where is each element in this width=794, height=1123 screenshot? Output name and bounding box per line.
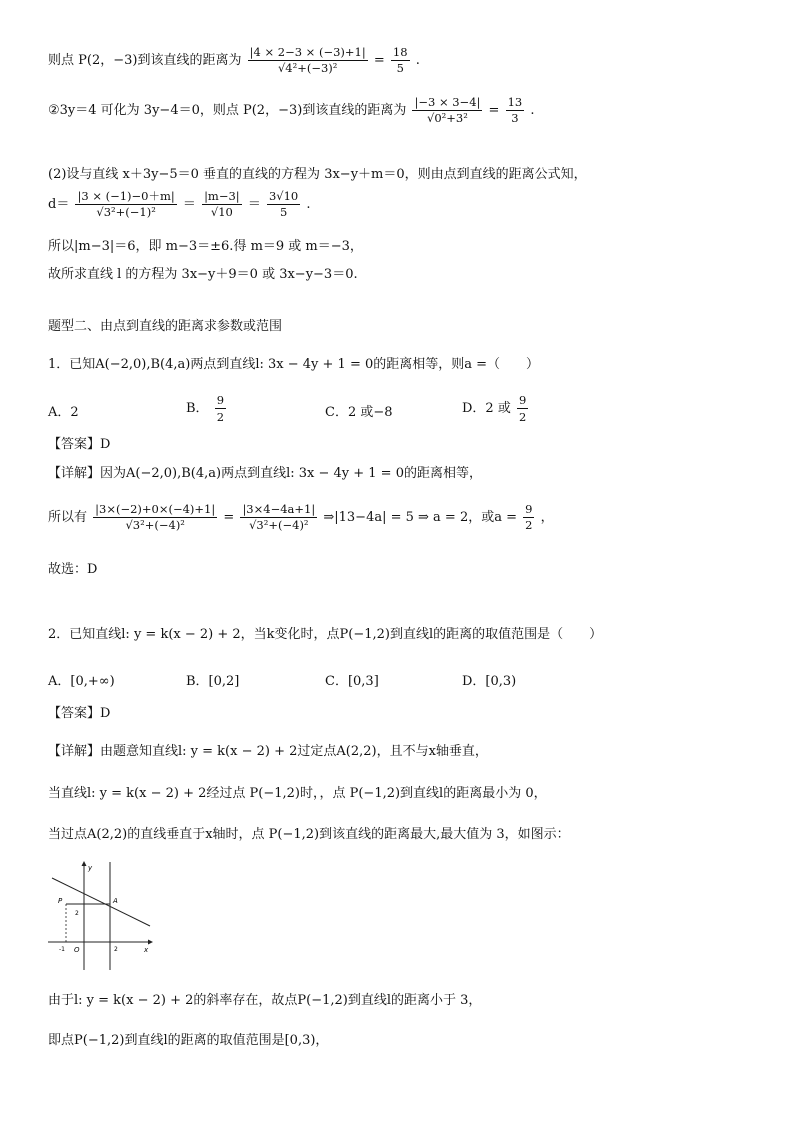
q2-option-c: C．[0,3] xyxy=(325,674,379,689)
fraction xyxy=(215,393,226,424)
coordinate-figure xyxy=(44,858,156,974)
denominator: 5 xyxy=(279,205,288,220)
numerator: |−3 × 3−4| xyxy=(412,96,482,111)
period: . xyxy=(415,53,420,69)
q1-option-d xyxy=(462,393,530,424)
section-heading: 题型二、由点到直线的距离求参数或范围 xyxy=(48,319,283,334)
label-a: A xyxy=(113,897,118,905)
text: 所以有 xyxy=(48,510,88,526)
label-2-x: 2 xyxy=(114,946,118,953)
denominator: √3²+(−4)² xyxy=(125,518,185,533)
solution-line-3: (2)设与直线 x＋3y−5＝0 垂直的直线的方程为 3x−y＋m＝0，则由点到直线的距离公式知， xyxy=(48,167,587,182)
q2-detail-5: 即点P(−1,2)到直线l的距离的取值范围是[0,3)， xyxy=(48,1033,329,1048)
option-label: B． xyxy=(186,401,209,416)
q2-stem: 2．已知直线l: y = k(x − 2) + 2，当k变化时，点P(−1,2)到直线l的距离的取值范围是（ ） xyxy=(48,627,603,642)
q2-option-b: B．[0,2] xyxy=(186,674,240,689)
numerator: 3√10 xyxy=(267,190,300,205)
text: ②3y＝4 可化为 3y−4＝0，则点 P(2，−3)到该直线的距离为 xyxy=(48,103,407,119)
q1-option-a: A．2 xyxy=(48,405,79,420)
fraction xyxy=(93,503,217,532)
q1-choose: 故选：D xyxy=(48,562,98,577)
numerator: |3×(−2)+0×(−4)+1| xyxy=(93,503,217,518)
q2-detail-4: 由于l: y = k(x − 2) + 2的斜率存在，故点P(−1,2)到直线l的距离小于 3， xyxy=(48,993,482,1008)
fraction xyxy=(75,190,176,219)
q1-answer: 【答案】D xyxy=(48,437,111,452)
q2-detail-1: 【详解】由题意知直线l: y = k(x − 2) + 2过定点A(2,2)，且不与x轴垂直， xyxy=(48,744,488,759)
numerator: 9 xyxy=(523,503,534,518)
q1-option-c: C．2 或−8 xyxy=(325,405,393,420)
numerator: 9 xyxy=(518,393,527,407)
numerator: |3 × (−1)−0＋m| xyxy=(75,190,176,205)
fraction xyxy=(412,96,482,125)
q2-detail-2: 当直线l: y = k(x − 2) + 2经过点 P(−1,2)时，，点 P(−1,2)到直线l的距离最小为 0， xyxy=(48,786,547,801)
numerator: 9 xyxy=(216,393,225,407)
label-p: P xyxy=(58,897,63,905)
y-axis-arrow xyxy=(82,861,87,866)
denominator: √4²+(−3)² xyxy=(277,61,338,76)
fraction xyxy=(391,46,410,75)
punctuation: ， xyxy=(540,510,554,526)
solution-line-5: 所以|m−3|＝6，即 m−3＝±6.得 m＝9 或 m＝−3， xyxy=(48,239,363,254)
numerator: 13 xyxy=(506,96,525,111)
fraction xyxy=(248,46,368,75)
period: . xyxy=(306,197,311,213)
text: d＝ xyxy=(48,197,70,213)
q1-stem: 1．已知A(−2,0),B(4,a)两点到直线l: 3x − 4y + 1 = 0的距离相等，则a =（ ） xyxy=(48,357,540,372)
denominator: 2 xyxy=(216,410,225,424)
numerator: 18 xyxy=(391,46,410,61)
fraction xyxy=(523,503,534,532)
q1-detail-1: 【详解】因为A(−2,0),B(4,a)两点到直线l: 3x − 4y + 1 = 0的距离相等， xyxy=(48,466,482,481)
option-label: D．2 或 xyxy=(462,401,511,416)
q2-detail-3: 当过点A(2,2)的直线垂直于x轴时，点 P(−1,2)到该直线的距离最大,最大值为 3，如图示： xyxy=(48,827,570,842)
denominator: √0²+3² xyxy=(427,111,468,126)
q2-option-d: D．[0,3) xyxy=(462,674,517,689)
text: 则点 P(2，−3)到该直线的距离为 xyxy=(48,53,242,69)
denominator: √3²+(−1)² xyxy=(96,205,156,220)
denominator: 2 xyxy=(525,518,533,533)
fraction xyxy=(240,503,317,532)
numerator: |3×4−4a+1| xyxy=(240,503,317,518)
equals: ＝ xyxy=(247,197,261,213)
denominator: 3 xyxy=(511,111,519,126)
q1-option-b xyxy=(186,393,228,424)
q2-option-a: A．[0,+∞) xyxy=(48,674,115,689)
denominator: 5 xyxy=(396,61,404,76)
label-neg1: -1 xyxy=(59,946,65,953)
label-o: O xyxy=(74,946,80,954)
label-y: y xyxy=(88,864,93,872)
label-x: x xyxy=(144,946,149,954)
solution-line-2 xyxy=(48,96,535,125)
denominator: √3²+(−4)² xyxy=(249,518,309,533)
q1-detail-2 xyxy=(48,503,554,532)
denominator: 2 xyxy=(518,410,527,424)
equals: = xyxy=(373,53,385,69)
solution-line-6: 故所求直线 l 的方程为 3x−y＋9＝0 或 3x−y−3＝0. xyxy=(48,267,358,282)
numerator: |m−3| xyxy=(202,190,242,205)
fraction xyxy=(267,190,300,219)
fraction xyxy=(517,393,528,424)
period: . xyxy=(530,103,535,119)
fraction xyxy=(506,96,525,125)
q2-answer: 【答案】D xyxy=(48,706,111,721)
equals: = xyxy=(223,510,235,526)
equals: ＝ xyxy=(182,197,196,213)
slanted-line xyxy=(52,878,150,926)
x-axis-arrow xyxy=(148,940,153,945)
label-2-y: 2 xyxy=(75,910,79,917)
numerator: |4 × 2−3 × (−3)+1| xyxy=(248,46,368,61)
solution-line-4 xyxy=(48,190,311,219)
solution-line-1 xyxy=(48,46,420,75)
equals: = xyxy=(488,103,500,119)
text: ⇒|13−4a| = 5 ⇒ a = 2，或a = xyxy=(323,510,518,526)
denominator: √10 xyxy=(210,205,233,220)
fraction xyxy=(202,190,242,219)
